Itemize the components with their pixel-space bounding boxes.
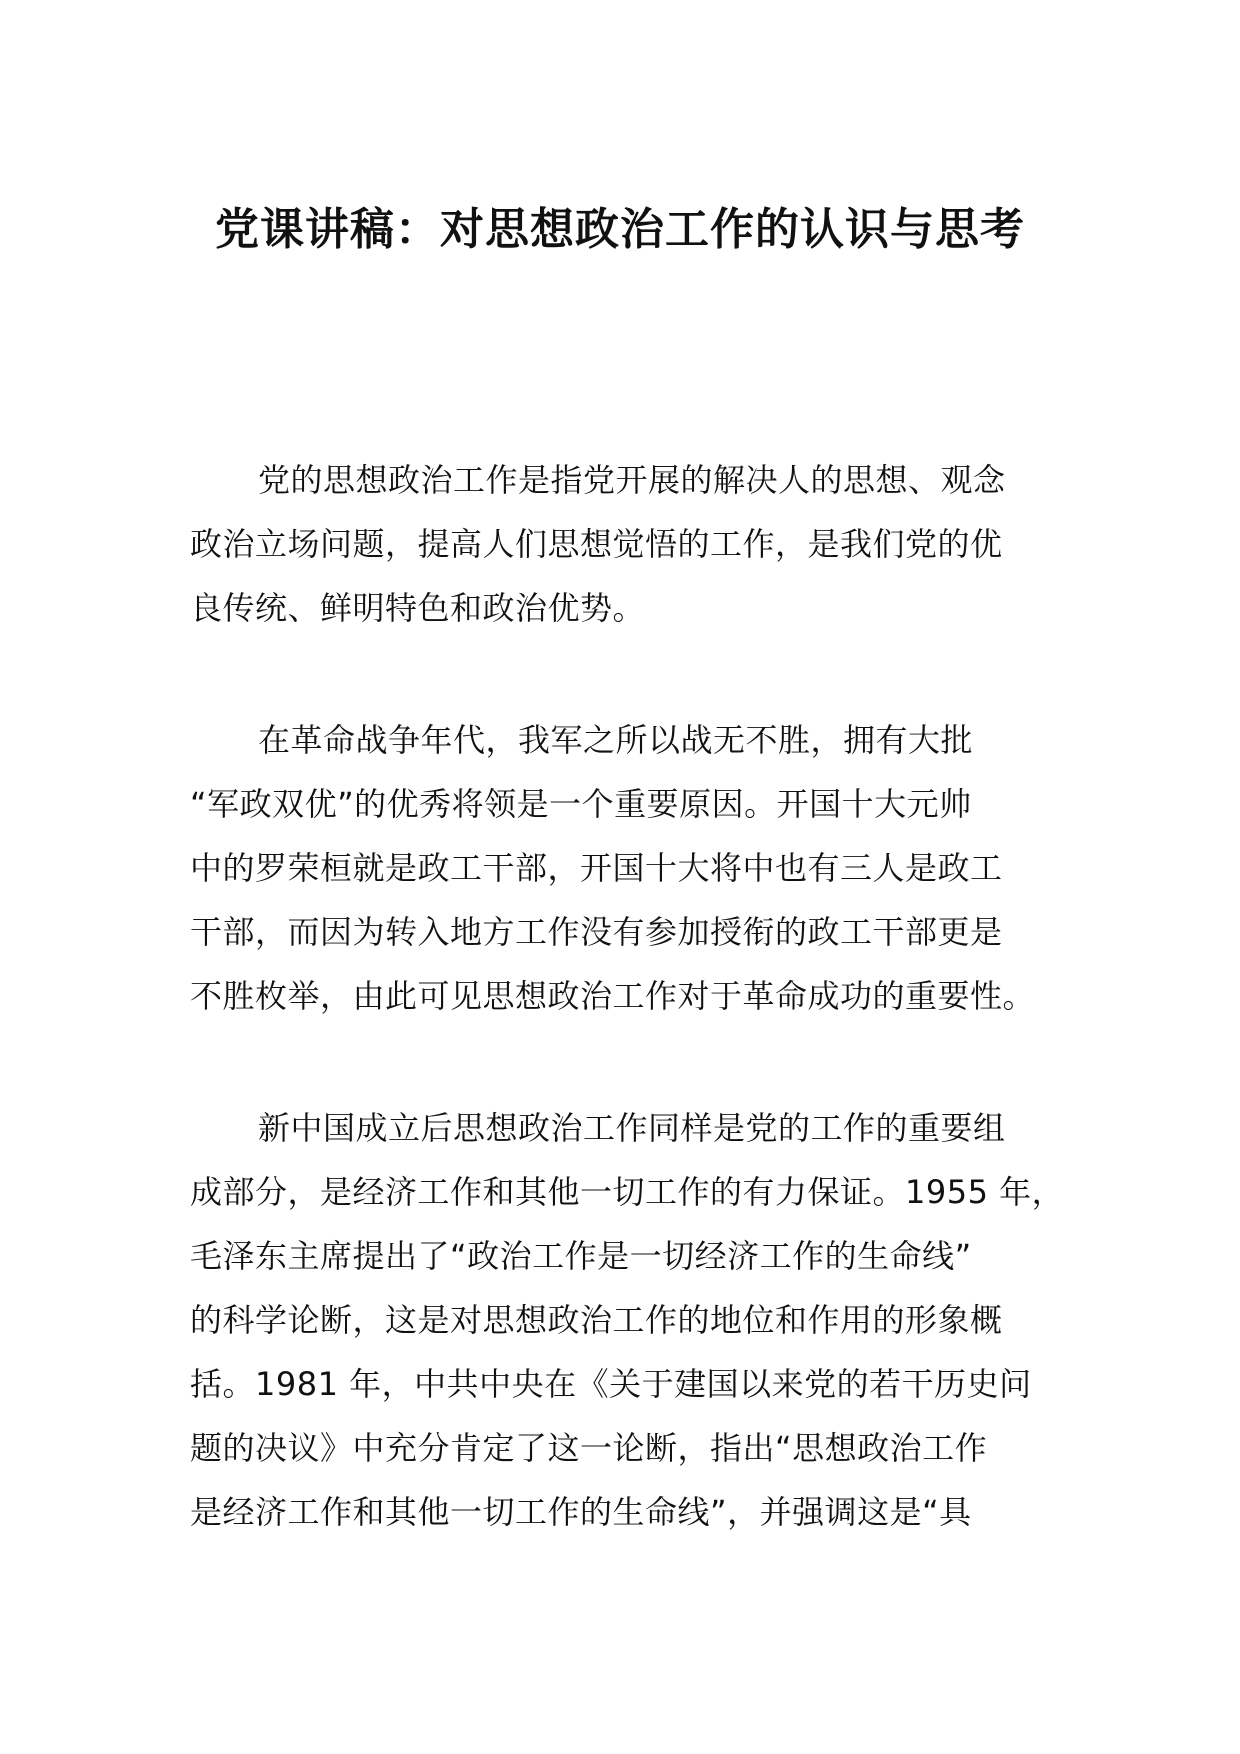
paragraph-line: “军政双优”的优秀将领是一个重要原因。开国十大元帅 — [190, 785, 972, 823]
paragraph-line: 党的思想政治工作是指党开展的解决人的思想、观念 — [258, 461, 1006, 499]
paragraph-line: 是经济工作和其他一切工作的生命线”，并强调这是“具 — [190, 1493, 972, 1531]
paragraph-3 — [190, 1096, 1065, 1544]
paragraph-line: 干部，而因为转入地方工作没有参加授衔的政工干部更是 — [190, 913, 1003, 951]
paragraph-line: 的科学论断，这是对思想政治工作的地位和作用的形象概 — [190, 1301, 1003, 1339]
paragraph-line: 在革命战争年代，我军之所以战无不胜，拥有大批 — [258, 721, 974, 759]
paragraph-line: 题的决议》中充分肯定了这一论断，指出“思想政治工作 — [190, 1429, 988, 1467]
paragraph-line: 成部分，是经济工作和其他一切工作的有力保证。1955 年， — [190, 1173, 1065, 1211]
paragraph-1 — [190, 448, 1060, 640]
paragraph-line: 毛泽东主席提出了“政治工作是一切经济工作的生命线” — [190, 1237, 972, 1275]
paragraph-line: 括。1981 年，中共中央在《关于建国以来党的若干历史问 — [190, 1365, 1032, 1403]
paragraph-line: 政治立场问题，提高人们思想觉悟的工作，是我们党的优 — [190, 525, 1003, 563]
paragraph-line: 良传统、鲜明特色和政治优势。 — [190, 589, 646, 627]
document-title: 党课讲稿：对思想政治工作的认识与思考 — [215, 204, 1025, 255]
paragraph-line: 新中国成立后思想政治工作同样是党的工作的重要组 — [258, 1109, 1006, 1147]
paragraph-line: 中的罗荣桓就是政工干部，开国十大将中也有三人是政工 — [190, 849, 1003, 887]
paragraph-2 — [190, 708, 1060, 1028]
paragraph-line: 不胜枚举，由此可见思想政治工作对于革命成功的重要性。 — [190, 977, 1036, 1015]
